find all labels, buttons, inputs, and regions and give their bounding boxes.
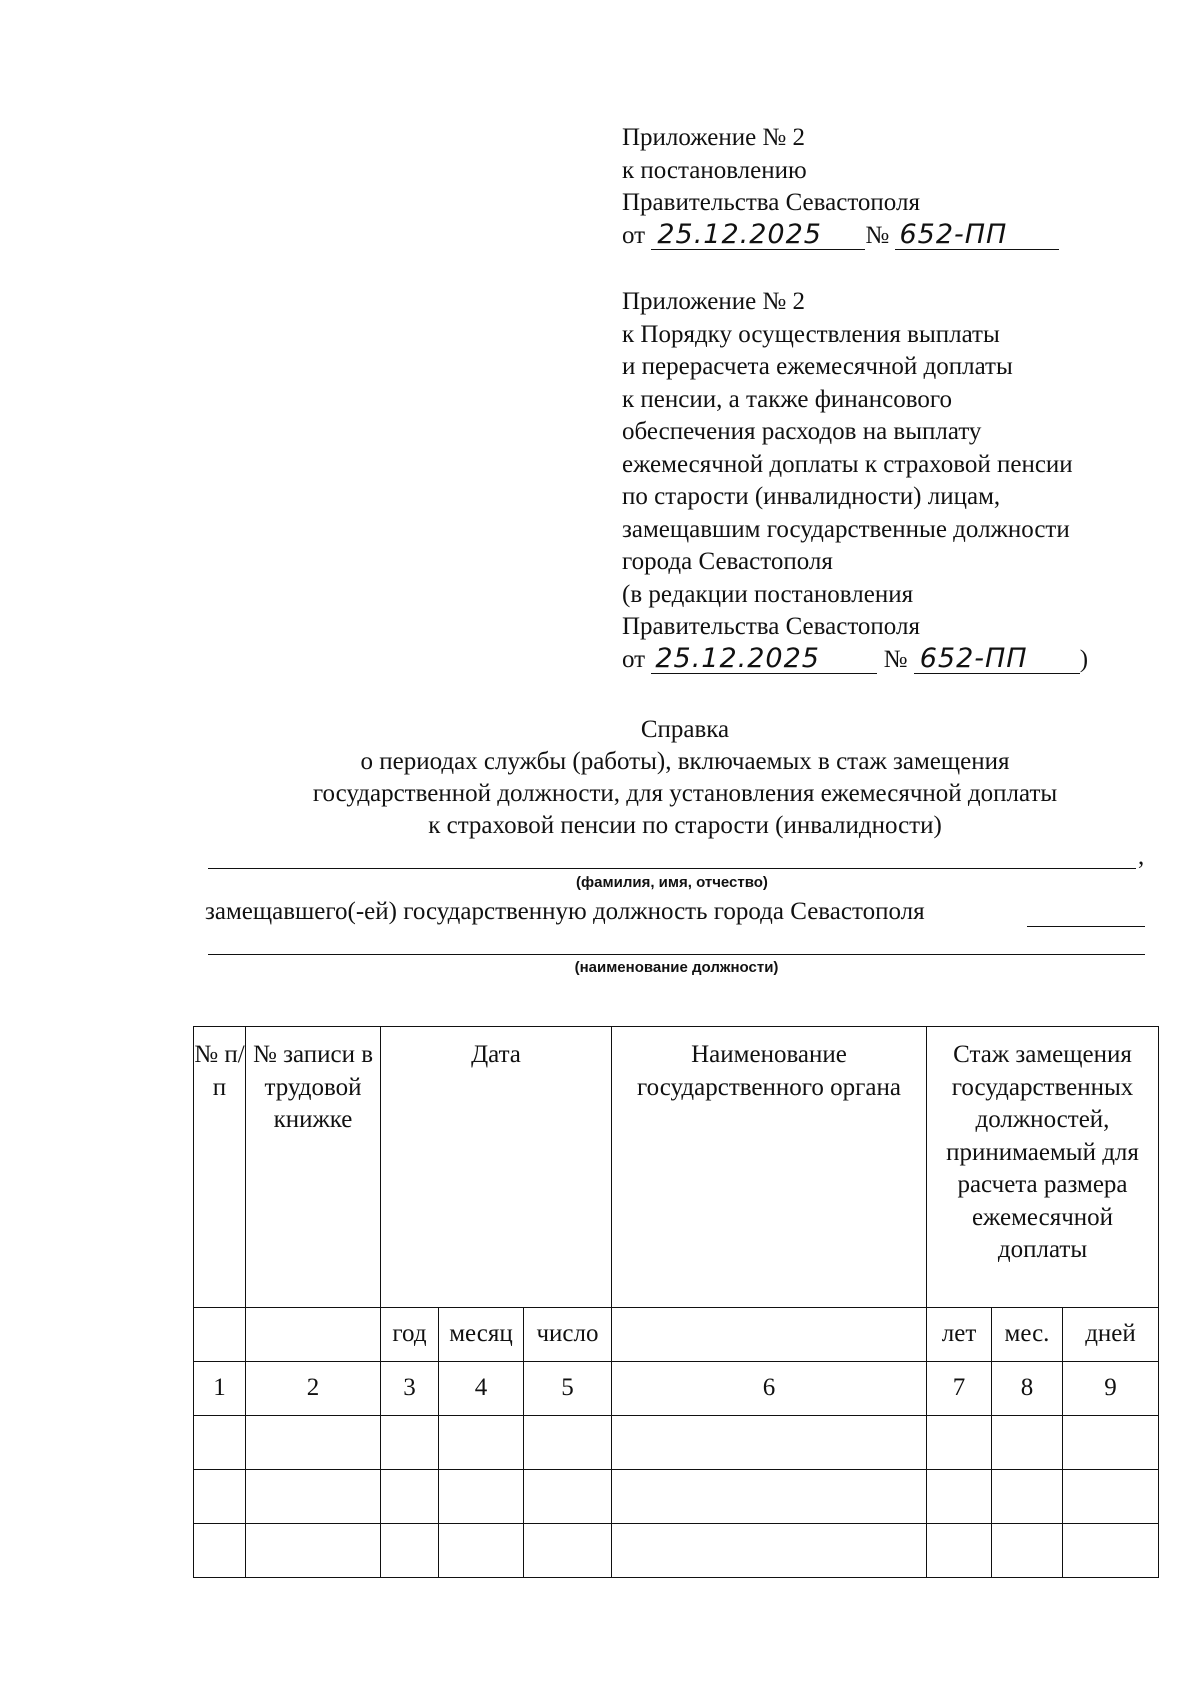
table-cell (246, 1470, 381, 1524)
fio-caption: (фамилия, имя, отчество) (576, 874, 768, 891)
subheader-empty (246, 1308, 381, 1362)
closing-paren: ) (1079, 645, 1089, 673)
appendix2-date-line (622, 644, 1088, 677)
column-number: 7 (927, 1362, 992, 1416)
appendix2-line: Приложение № 2 (622, 288, 806, 315)
subheader-year: год (381, 1308, 439, 1362)
subheader-month: месяц (439, 1308, 524, 1362)
appendix-authority: Правительства Севастополя (622, 189, 920, 216)
title-heading: Справка (640, 716, 730, 743)
subheader-months: мес. (992, 1308, 1063, 1362)
subheader-day: число (524, 1308, 612, 1362)
table-cell (927, 1524, 992, 1578)
table-cell (194, 1470, 246, 1524)
service-periods-table (193, 1026, 1159, 1578)
table-cell (992, 1416, 1063, 1470)
column-number: 8 (992, 1362, 1063, 1416)
table-cell (194, 1524, 246, 1578)
table-cell (1063, 1524, 1159, 1578)
date-prefix: от (622, 221, 646, 249)
date-handwritten: 25.12.2025 (651, 645, 877, 674)
table-cell (524, 1416, 612, 1470)
subheader-empty (194, 1308, 246, 1362)
appendix-block-1 (622, 122, 1059, 252)
subheader-days: дней (1063, 1308, 1159, 1362)
table-cell (381, 1416, 439, 1470)
number-prefix: № (865, 221, 890, 249)
table-cell (246, 1524, 381, 1578)
appendix2-line: (в редакции постановления (622, 580, 914, 608)
column-number: 3 (381, 1362, 439, 1416)
number-handwritten: 652-ПП (895, 221, 1059, 250)
table-cell (439, 1416, 524, 1470)
appendix2-line: города Севастополя (622, 548, 833, 575)
title-line: государственной должности, для установления ежемесячной доплаты (312, 780, 1058, 807)
header-num: № п/п (194, 1027, 246, 1308)
number-prefix: № (883, 645, 908, 673)
header-date: Дата (381, 1027, 612, 1308)
table-cell (439, 1524, 524, 1578)
table-cell (992, 1470, 1063, 1524)
table-cell (246, 1416, 381, 1470)
table-cell (612, 1470, 927, 1524)
date-prefix: от (622, 645, 646, 673)
header-stazh: Стаж замещения государственных должностей, принимаемый для расчета размера ежемесячной доплаты (927, 1027, 1159, 1308)
table-cell (439, 1470, 524, 1524)
column-number: 5 (524, 1362, 612, 1416)
table-cell (381, 1470, 439, 1524)
column-number: 9 (1063, 1362, 1159, 1416)
title-line: о периодах службы (работы), включаемых в стаж замещения (360, 748, 1010, 775)
table-cell (612, 1524, 927, 1578)
appendix2-line: и перерасчета ежемесячной доплаты (622, 353, 1013, 380)
table-row (194, 1416, 1159, 1470)
fio-rule (208, 868, 1136, 869)
table-cell (927, 1416, 992, 1470)
fio-comma: , (1138, 843, 1145, 870)
appendix2-line: к пенсии, а также финансового (622, 385, 953, 413)
appendix2-line: обеспечения расходов на выплату (622, 418, 982, 445)
appendix2-line: по старости (инвалидности) лицам, (622, 483, 1001, 510)
table-cell (194, 1416, 246, 1470)
number-handwritten: 652-ПП (914, 645, 1080, 674)
appendix2-line: Правительства Севастополя (622, 613, 920, 640)
appendix2-line: ежемесячной доплаты к страховой пенсии (622, 450, 1073, 478)
table-cell (1063, 1416, 1159, 1470)
position-caption: (наименование должности) (574, 959, 779, 976)
appendix-block-2 (622, 286, 1088, 676)
title-line: к страховой пенсии по старости (инвалидности) (428, 812, 942, 839)
appendix-subtitle: к постановлению (622, 156, 807, 184)
document-title (190, 714, 1180, 842)
position-rule (208, 954, 1145, 955)
table-cell (992, 1524, 1063, 1578)
table-cell (927, 1470, 992, 1524)
column-number: 1 (194, 1362, 246, 1416)
table-cell (524, 1524, 612, 1578)
appendix-date-line (622, 220, 1059, 253)
column-number: 4 (439, 1362, 524, 1416)
appendix2-line: к Порядку осуществления выплаты (622, 320, 1000, 348)
header-organ: Наименование государственного органа (612, 1027, 927, 1308)
appendix2-line: замещавшим государственные должности (622, 515, 1070, 543)
appendix-title: Приложение № 2 (622, 124, 806, 151)
subheader-years: лет (927, 1308, 992, 1362)
table-cell (612, 1416, 927, 1470)
table-cell (1063, 1470, 1159, 1524)
table-row (194, 1470, 1159, 1524)
table-row (194, 1524, 1159, 1578)
table-cell (381, 1524, 439, 1578)
date-handwritten: 25.12.2025 (651, 221, 865, 250)
position-text: замещавшего(-ей) государственную должность города Севастополя (205, 898, 925, 925)
table-cell (524, 1470, 612, 1524)
column-number: 2 (246, 1362, 381, 1416)
header-record: № записи в трудовой книжке (246, 1027, 381, 1308)
column-number: 6 (612, 1362, 927, 1416)
position-fill-rule (1027, 926, 1145, 927)
subheader-empty (612, 1308, 927, 1362)
